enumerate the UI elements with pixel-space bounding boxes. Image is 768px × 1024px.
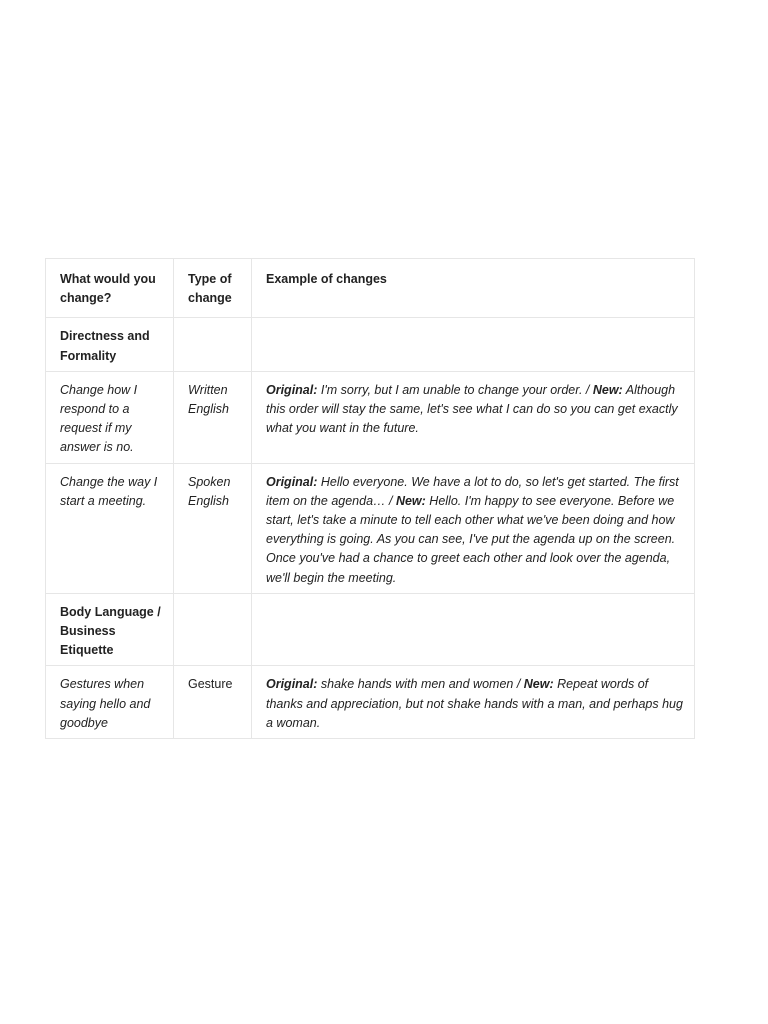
example-cell xyxy=(252,371,695,463)
table-row xyxy=(46,371,695,463)
type-cell: Gesture xyxy=(174,666,252,739)
empty-cell xyxy=(174,318,252,371)
change-cell: Change the way I start a meeting. xyxy=(46,463,174,593)
empty-cell xyxy=(252,318,695,371)
table-header-row xyxy=(46,259,695,318)
type-cell: Written English xyxy=(174,371,252,463)
new-label: New: xyxy=(395,493,426,508)
new-label: New: xyxy=(523,677,554,692)
empty-cell xyxy=(174,593,252,666)
new-text: Although this order will stay the same, let's see what I can do so you can get exactly what you want in the future. xyxy=(266,382,678,436)
change-cell: Change how I respond to a request if my answer is no. xyxy=(46,371,174,463)
original-text: Hello everyone. We have a lot to do, so let's get started. The first item on the agenda… / xyxy=(266,474,679,508)
section-title: Directness and Formality xyxy=(46,318,174,371)
original-label: Original: xyxy=(266,474,318,489)
table-row xyxy=(46,666,695,739)
header-what-would-you-change: What would you change? xyxy=(46,259,174,318)
section-row-directness xyxy=(46,318,695,371)
original-text: shake hands with men and women / xyxy=(317,677,524,692)
new-label: New: xyxy=(592,382,623,397)
example-cell xyxy=(252,666,695,739)
change-cell: Gestures when saying hello and goodbye xyxy=(46,666,174,739)
example-cell xyxy=(252,463,695,593)
type-cell: Spoken English xyxy=(174,463,252,593)
new-text: Hello. I'm happy to see everyone. Before we start, let's take a minute to tell each other what we've been doing and how everything is going. As you can see, I've put the agenda up on the screen. Once you've had a chance to greet each other and look over the agenda, we'll begin the meeting. xyxy=(266,493,676,585)
original-label: Original: xyxy=(266,677,318,692)
section-row-body-language xyxy=(46,593,695,666)
header-type-of-change: Type of change xyxy=(174,259,252,318)
empty-cell xyxy=(252,593,695,666)
section-title: Body Language / Business Etiquette xyxy=(46,593,174,666)
new-text: Repeat words of thanks and appreciation, but not shake hands with a man, and perhaps hug a woman. xyxy=(266,677,683,730)
original-text: I'm sorry, but I am unable to change your order. / xyxy=(317,382,593,397)
header-example-of-changes: Example of changes xyxy=(252,259,695,318)
original-label: Original: xyxy=(266,382,318,397)
changes-table xyxy=(45,258,695,739)
table-row xyxy=(46,463,695,593)
